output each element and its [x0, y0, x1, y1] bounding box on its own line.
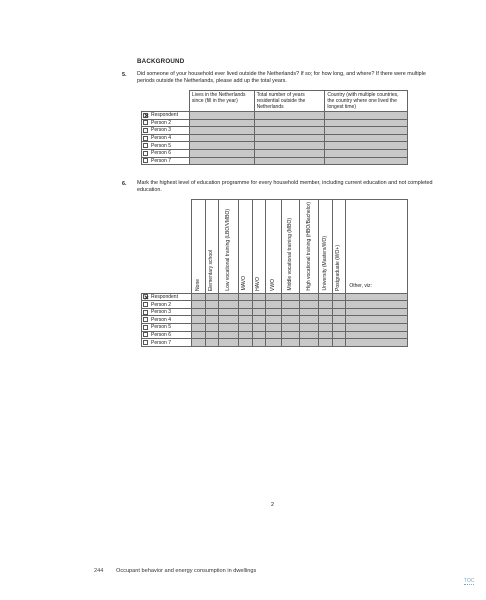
row-label-cell: [142, 112, 190, 120]
answer-cell[interactable]: [346, 324, 408, 332]
answer-cell[interactable]: [319, 308, 333, 316]
table-row: [142, 149, 408, 157]
answer-cell[interactable]: [281, 339, 300, 347]
q6-col-header: [252, 200, 266, 294]
answer-cell[interactable]: [300, 331, 319, 339]
table-row: [142, 142, 408, 150]
row-label-cell: [142, 134, 190, 142]
answer-cell[interactable]: [252, 301, 266, 309]
answer-cell[interactable]: [254, 142, 325, 150]
answer-cell[interactable]: [252, 339, 266, 347]
answer-cell[interactable]: [325, 112, 408, 120]
row-label: Person 2: [151, 301, 172, 308]
answer-cell[interactable]: [205, 339, 219, 347]
answer-cell[interactable]: [300, 301, 319, 309]
answer-cell[interactable]: [346, 331, 408, 339]
answer-cell[interactable]: [266, 324, 282, 332]
q5-corner: [142, 91, 190, 112]
answer-cell[interactable]: [189, 119, 254, 127]
row-label: Person 6: [151, 331, 172, 338]
answer-cell[interactable]: [192, 293, 206, 301]
answer-cell[interactable]: [192, 308, 206, 316]
answer-cell[interactable]: [266, 308, 282, 316]
answer-cell[interactable]: [189, 134, 254, 142]
row-label: Person 6: [151, 150, 172, 157]
answer-cell[interactable]: [300, 293, 319, 301]
answer-cell[interactable]: [266, 301, 282, 309]
footer-title: Occupant behavior and energy consumption in dwellings: [116, 568, 257, 574]
answer-cell[interactable]: [189, 142, 254, 150]
answer-cell[interactable]: [332, 331, 346, 339]
answer-cell[interactable]: [219, 308, 239, 316]
answer-cell[interactable]: [192, 324, 206, 332]
answer-cell[interactable]: [252, 324, 266, 332]
answer-cell[interactable]: [325, 127, 408, 135]
answer-cell[interactable]: [238, 316, 252, 324]
answer-cell[interactable]: [319, 316, 333, 324]
answer-cell[interactable]: [238, 301, 252, 309]
q6-table: [141, 199, 408, 347]
question-6-text: Mark the highest level of education programme for every household member, including current education and not completed education.: [137, 180, 433, 194]
answer-cell[interactable]: [189, 127, 254, 135]
answer-cell[interactable]: [189, 157, 254, 165]
answer-cell[interactable]: [205, 308, 219, 316]
answer-cell[interactable]: [192, 339, 206, 347]
answer-cell[interactable]: [300, 339, 319, 347]
table-row: [142, 339, 408, 347]
table-row: [142, 112, 408, 120]
q6-other-label: Other, viz:: [349, 282, 372, 289]
answer-cell[interactable]: [325, 157, 408, 165]
answer-cell[interactable]: [281, 324, 300, 332]
table-row: [142, 316, 408, 324]
footer-page-number: 244: [94, 568, 104, 574]
table-row: [142, 293, 408, 301]
answer-cell[interactable]: [266, 293, 282, 301]
answer-cell[interactable]: [254, 134, 325, 142]
answer-cell[interactable]: [346, 301, 408, 309]
checkbox[interactable]: [143, 325, 148, 330]
answer-cell[interactable]: [238, 324, 252, 332]
row-label: Person 3: [151, 309, 172, 316]
answer-cell[interactable]: [346, 293, 408, 301]
q6-col-header: [219, 200, 239, 294]
answer-cell[interactable]: [332, 293, 346, 301]
answer-cell[interactable]: [219, 293, 239, 301]
answer-cell[interactable]: [300, 324, 319, 332]
answer-cell[interactable]: [319, 301, 333, 309]
q6-col-header-text: Elementary school: [208, 249, 215, 291]
answer-cell[interactable]: [319, 331, 333, 339]
answer-cell[interactable]: [300, 316, 319, 324]
q5-col-header: Total number of years residential outside the Netherlands: [254, 91, 325, 112]
q6-col-header-text: None: [194, 278, 201, 291]
answer-cell[interactable]: [252, 293, 266, 301]
answer-cell[interactable]: [254, 112, 325, 120]
answer-cell[interactable]: [192, 331, 206, 339]
q6-col-header: [192, 200, 206, 294]
q6-col-header-text: Low vocational training (LBO/VMBO): [224, 208, 231, 291]
answer-cell[interactable]: [266, 316, 282, 324]
answer-cell[interactable]: [252, 316, 266, 324]
checkbox[interactable]: [143, 158, 148, 163]
answer-cell[interactable]: [205, 301, 219, 309]
q5-col-header: Lives in the Netherlands since (fill in the year): [189, 91, 254, 112]
row-label-cell: [142, 293, 192, 301]
checkbox-checked[interactable]: [143, 294, 148, 299]
row-label: Respondent: [151, 293, 178, 300]
q6-col-header-text: Postgraduate (WO+): [335, 244, 342, 291]
table-row: [142, 134, 408, 142]
answer-cell[interactable]: [332, 324, 346, 332]
row-label-cell: [142, 142, 190, 150]
answer-cell[interactable]: [192, 301, 206, 309]
answer-cell[interactable]: [205, 331, 219, 339]
answer-cell[interactable]: [325, 149, 408, 157]
checkbox[interactable]: [143, 302, 148, 307]
row-label: Person 2: [151, 119, 172, 126]
q5-col-header: Country (with multiple countries, the country where one lived the longest time): [325, 91, 408, 112]
row-label: Person 3: [151, 127, 172, 134]
answer-cell[interactable]: [238, 293, 252, 301]
answer-cell[interactable]: [189, 112, 254, 120]
answer-cell[interactable]: [281, 316, 300, 324]
answer-cell[interactable]: [325, 134, 408, 142]
q6-col-header: [266, 200, 282, 294]
q6-col-header-text: MAVO: [241, 276, 248, 291]
answer-cell[interactable]: [192, 316, 206, 324]
answer-cell[interactable]: [346, 308, 408, 316]
q6-col-header-text: High vocational training (HBO/Bachelor): [305, 202, 312, 291]
q6-corner: [142, 200, 192, 294]
q6-col-header-text: VWO: [269, 278, 276, 291]
checkbox[interactable]: [143, 143, 148, 148]
answer-cell[interactable]: [219, 316, 239, 324]
answer-cell[interactable]: [281, 331, 300, 339]
answer-cell[interactable]: [252, 331, 266, 339]
answer-cell[interactable]: [332, 316, 346, 324]
answer-cell[interactable]: [332, 308, 346, 316]
question-5-text: Did someone of your household ever lived outside the Netherlands? If so; for how long, and where? If there were multiple periods outside the Netherlands, please add up the total years.: [137, 71, 426, 85]
row-label-cell: [142, 339, 192, 347]
page-number: 2: [271, 502, 274, 508]
answer-cell[interactable]: [319, 293, 333, 301]
row-label: Person 4: [151, 135, 172, 142]
row-label: Person 5: [151, 324, 172, 331]
q6-col-header: [238, 200, 252, 294]
answer-cell[interactable]: [300, 308, 319, 316]
answer-cell[interactable]: [281, 293, 300, 301]
checkbox[interactable]: [143, 136, 148, 141]
answer-cell[interactable]: [252, 308, 266, 316]
answer-cell[interactable]: [254, 157, 325, 165]
answer-cell[interactable]: [319, 339, 333, 347]
checkbox[interactable]: [143, 128, 148, 133]
answer-cell[interactable]: [346, 339, 408, 347]
q6-col-header-text: HAVO: [254, 276, 261, 291]
q6-col-header: [319, 200, 333, 294]
row-label-cell: [142, 149, 190, 157]
checkbox[interactable]: [143, 120, 148, 125]
row-label-cell: [142, 324, 192, 332]
answer-cell[interactable]: [205, 324, 219, 332]
question-5-number: 5.: [122, 72, 127, 78]
answer-cell[interactable]: [205, 316, 219, 324]
row-label-cell: [142, 157, 190, 165]
answer-cell[interactable]: [266, 339, 282, 347]
answer-cell[interactable]: [319, 324, 333, 332]
answer-cell[interactable]: [219, 324, 239, 332]
checkbox-checked[interactable]: [143, 113, 148, 118]
row-label: Person 4: [151, 316, 172, 323]
answer-cell[interactable]: [266, 331, 282, 339]
q6-col-header: [300, 200, 319, 294]
answer-cell[interactable]: [219, 331, 239, 339]
question-6-number: 6.: [122, 181, 127, 187]
answer-cell[interactable]: [325, 119, 408, 127]
row-label-cell: [142, 331, 192, 339]
table-row: [142, 331, 408, 339]
answer-cell[interactable]: [281, 308, 300, 316]
checkbox[interactable]: [143, 340, 148, 345]
row-label-cell: [142, 316, 192, 324]
answer-cell[interactable]: [325, 142, 408, 150]
answer-cell[interactable]: [238, 339, 252, 347]
row-label-cell: [142, 127, 190, 135]
table-row: [142, 119, 408, 127]
answer-cell[interactable]: [281, 301, 300, 309]
table-row: [142, 157, 408, 165]
checkbox[interactable]: [143, 151, 148, 156]
row-label-cell: [142, 308, 192, 316]
row-label: Person 5: [151, 142, 172, 149]
answer-cell[interactable]: [254, 119, 325, 127]
checkbox[interactable]: [143, 332, 148, 337]
section-title: BACKGROUND: [137, 58, 185, 65]
answer-cell[interactable]: [254, 149, 325, 157]
q6-col-header: [281, 200, 300, 294]
q6-col-header: [332, 200, 346, 294]
answer-cell[interactable]: [219, 339, 239, 347]
table-row: [142, 324, 408, 332]
q6-col-header: [205, 200, 219, 294]
table-row: [142, 301, 408, 309]
row-label: Respondent: [151, 112, 178, 119]
q6-other-header: [346, 200, 408, 294]
answer-cell[interactable]: [219, 301, 239, 309]
row-label-cell: [142, 119, 190, 127]
q5-table: [141, 90, 408, 165]
answer-cell[interactable]: [238, 331, 252, 339]
answer-cell[interactable]: [254, 127, 325, 135]
checkbox[interactable]: [143, 310, 148, 315]
answer-cell[interactable]: [238, 308, 252, 316]
row-label: Person 7: [151, 339, 172, 346]
table-row: [142, 127, 408, 135]
answer-cell[interactable]: [332, 339, 346, 347]
toc-link[interactable]: TOC: [464, 578, 475, 584]
answer-cell[interactable]: [189, 149, 254, 157]
answer-cell[interactable]: [332, 301, 346, 309]
q6-col-header-text: Middle vocational training (MBO): [286, 218, 293, 291]
answer-cell[interactable]: [205, 293, 219, 301]
q6-col-header-text: University (Masters/WO): [321, 236, 328, 291]
table-row: [142, 308, 408, 316]
row-label-cell: [142, 301, 192, 309]
checkbox[interactable]: [143, 317, 148, 322]
row-label: Person 7: [151, 157, 172, 164]
answer-cell[interactable]: [346, 316, 408, 324]
